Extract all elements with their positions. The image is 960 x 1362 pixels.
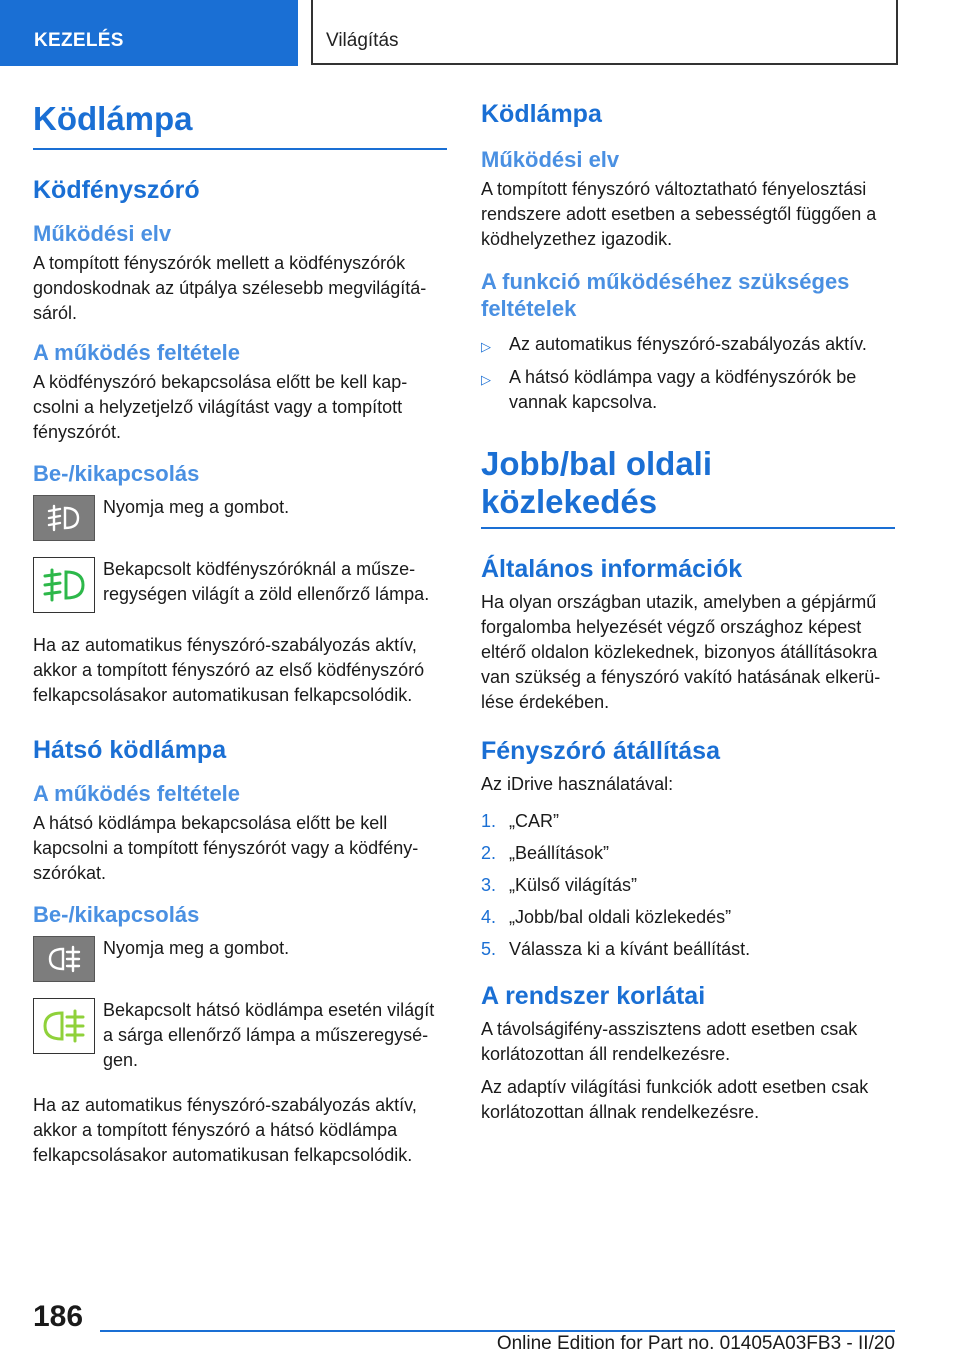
adjust-heading: Fényszóró átállítása (481, 737, 720, 765)
front-auto-text: Ha az automatikus fényszóró-szabályozás aktív, akkor a tompított fényszóró az első ködfényszóró felkapcsolásakor automatikusan felkapcsolódik. (33, 635, 425, 705)
list-item: 4. „Jobb/bal oldali közlekedés” (481, 907, 732, 927)
switch-heading: Be-/kikapcsolás (33, 461, 200, 486)
left-column (33, 100, 447, 1168)
rear-fog-button-icon (33, 936, 95, 982)
list-item: 2. „Beállítások” (481, 843, 610, 863)
adjust-intro: Az iDrive használatával: (481, 774, 674, 794)
page-number: 186 (33, 1300, 84, 1333)
rear-condition-text: A hátsó ködlámpa bekapcsolása előtt be kell kapcsolni a tompított fényszórót vagy a ködfényszórókat. (33, 813, 419, 883)
limits-text-1: A távolságifény-asszisztens adott esetben csak korlátozottan áll rendelkezésre. (481, 1019, 858, 1064)
requirements-heading: A funkció működéséhez szükséges feltételek (481, 269, 850, 321)
front-press-text: Nyomja meg a gombot. (103, 497, 290, 517)
general-text: Ha olyan országban utazik, amelyben a gépjármű forgalomba helyezését végző országhoz képest eltérő oldalon közlekednek, bizonyos átállításokra van szükség a fényszóró vakító hatásának elkerülése érdekében. (481, 592, 881, 712)
condition-text: A ködfényszóró bekapcsolása előtt be kell kapcsolni a helyzetjelző világítást vagy a tompított fényszórót. (33, 372, 408, 442)
right-column (481, 100, 895, 1125)
right-principle-text: A tompított fényszóró változtatható fényelosztási rendszere adott esetben a sebességtől függően a ködhelyzethez igazodik. (481, 179, 877, 249)
traffic-heading: Jobb/bal oldali közlekedés (481, 445, 895, 529)
list-item: 3. „Külső világítás” (481, 875, 638, 895)
section-tab (0, 0, 298, 66)
list-item: 5. Válassza ki a kívánt beállítást. (481, 939, 751, 959)
front-fog-heading: Ködfényszóró (33, 176, 200, 204)
rear-indicator-row (33, 998, 447, 1073)
general-heading: Általános információk (481, 555, 743, 583)
front-indicator-text: Bekapcsolt ködfényszóróknál a műszeregységen világít a zöld ellenőrző lámpa. (103, 559, 430, 604)
requirements-list (481, 332, 895, 415)
bullet-icon: ▷ (481, 372, 491, 387)
bullet-icon: ▷ (481, 339, 491, 354)
rear-indicator-text: Bekapcsolt hátsó ködlámpa esetén világít a sárga ellenőrző lámpa a műszeregységen. (103, 1000, 435, 1070)
right-principle-heading: Működési elv (481, 147, 620, 172)
list-item: ▷ Az automatikus fényszóró-szabályozás aktív. (481, 332, 895, 359)
rear-auto-text: Ha az automatikus fényszóró-szabályozás aktív, akkor a tompított fényszóró a hátsó ködlámpa felkapcsolásakor automatikusan felkapcsolódik. (33, 1095, 417, 1165)
limits-heading: A rendszer korlátai (481, 982, 706, 1010)
condition-heading: A működés feltétele (33, 340, 241, 365)
fog-lights-heading: Ködlámpa (33, 100, 447, 150)
chapter-tab (311, 0, 898, 65)
chapter-label: Világítás (326, 30, 399, 51)
rear-condition-heading: A működés feltétele (33, 781, 241, 806)
rear-fog-button-row (33, 936, 447, 982)
rear-press-text: Nyomja meg a gombot. (103, 938, 290, 958)
amber-indicator-icon (33, 998, 95, 1054)
principle-heading: Működési elv (33, 221, 172, 246)
list-item: ▷ A hátsó ködlámpa vagy a ködfényszórók be vannak kapcsolva. (481, 365, 895, 415)
rear-switch-heading: Be-/kikapcsolás (33, 902, 200, 927)
front-fog-button-icon (33, 495, 95, 541)
steps-list (481, 809, 895, 962)
limits-text-2: Az adaptív világítási funkciók adott esetben csak korlátozottan állnak rendelkezésre. (481, 1077, 869, 1122)
front-indicator-row (33, 557, 447, 613)
section-label: KEZELÉS (34, 30, 124, 51)
green-indicator-icon (33, 557, 95, 613)
footer-rule (100, 1330, 895, 1332)
edition-text: Online Edition for Part no. 01405A03FB3 - II/20 (496, 1333, 895, 1354)
list-item: 1. „CAR” (481, 811, 559, 831)
right-fog-heading: Ködlámpa (481, 100, 602, 128)
principle-text: A tompított fényszórók mellett a ködfényszórók gondoskodnak az útpálya szélesebb megvilágításáról. (33, 253, 427, 323)
rear-fog-heading: Hátsó ködlámpa (33, 736, 227, 764)
front-fog-button-row (33, 495, 447, 541)
